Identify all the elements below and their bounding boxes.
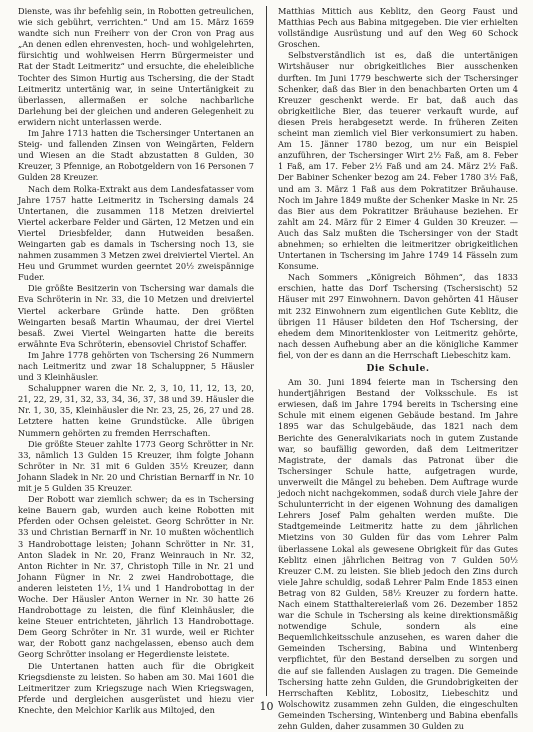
paragraph: Die Untertanen hatten auch für die Obrigkeit Kriegsdienste zu leisten. So haben am 30. Mai 1601 die Leitmeritzer zum Kriegszuge nach Wien Kriegswagen, Pferde und dergleichen ausgerüstet und hiezu vier Knechte, den Melchior Karlik aus Miltojed, den xyxy=(18,660,254,715)
paragraph: Der Robott war ziemlich schwer; da es in Tschersing keine Bauern gab, wurden auch keine Robotten mit Pferden oder Ochsen geleistet. Georg Schrötter in Nr. 33 und Christian Bernarff in Nr. 10 mußten wöchentlich 3 Handrobottage leisten; Johann Schrötter in Nr. 31, Anton Sladek in Nr. 20, Franz Weinrauch in Nr. 32, Anton Richter in Nr. 37, Christoph Tille in Nr. 21 und Johann Fügner in Nr. 2 zwei Handrobottage, die anderen leisteten 1½, 1¼ und 1 Handrobottag in der Woche. Der Häusler Anton Werner in Nr. 30 hatte 26 Handrobottage zu leisten, die fünf Kleinhäusler, die keine Steuer entrichteten, jährlich 13 Handrobottage. Dem Georg Schröter in Nr. 31 wurde, weil er Richter war, der Robott ganz nachgelassen, ebenso auch dem Georg Schrötter insolang er Hegerdienste leistete. xyxy=(18,494,254,660)
paragraph: Selbstverständlich ist es, daß die untertänigen Wirtshäuser nur obrigkeitliches Bier ausschenken durften. Im Juni 1779 beschwerte sich der Tschersinger Schenker, daß das Bier in den benachbarten Orten um 4 Kreuzer geschenkt werde. Er bat, daß auch das obrigkeitliche Bier, das teuerer verkauft wurde, auf diesen Preis herabgesetzt werde. In früheren Zeiten scheint man ziemlich viel Bier verkonsumiert zu haben. Am 15. Jänner 1780 bezog, um nur ein Beispiel anzuführen, der Tschersinger Wirt 2½ Faß, am 8. Feber 1 Faß, am 17. Feber 2½ Faß und am 24. März 2½ Faß. Der Babiner Schenker bezog am 24. Feber 1780 3½ Faß, und am 3. März 1 Faß aus dem Pokratitzer Bräuhause. Noch im Jahre 1849 mußte der Schenker Maske in Nr. 25 das Bier aus dem Pokratitzer Bräuhause beziehen. Er zahlt am 24. März für 2 Eimer 4 Gulden 30 Kreuzer. — Auch das Salz mußten die Tschersinger von der Stadt abnehmen; so erhielten die leitmeritzer obrigkeitlichen Untertanen in Tschersing im Jahre 1749 14 Fässeln zum Konsume. xyxy=(278,50,518,272)
section-heading: Die Schule. xyxy=(366,364,430,374)
paragraph: Schaluppner waren die Nr. 2, 3, 10, 11, 12, 13, 20, 21, 22, 29, 31, 32, 33, 34, 36, 37, 38 und 39. Häusler die Nr. 1, 30, 35, Kleinhäusler die Nr. 23, 25, 26, 27 und 28. Letztere hatten keine Grundstücke. Alle übrigen Nummern gehörten zu fremden Herrschaften. xyxy=(18,383,254,438)
paragraph: Die größte Besitzerin von Tschersing war damals die Eva Schröterin in Nr. 33, die 10 Metzen und dreiviertel Viertel ackerbare Gründe hatte. Den größten Weingarten besaß Martin Whaumau, der drei Viertel besaß. Zwei Viertel Weingarten hatte die bereits erwähnte Eva Schröterin, ebensoviel Christof Schaffer. xyxy=(18,283,254,349)
paragraph: Am 30. Juni 1894 feierte man in Tschersing den hundertjährigen Bestand der Volksschule. Es ist erwiesen, daß im Jahre 1794 bereits in Tschersing eine Schule mit einem eigenen Gebäude bestand. Im Jahre 1895 war das Schulgebäude, das 1821 nach dem Berichte des Generalvikariats noch in gutem Zustande war, so baufällig geworden, daß dem Leitmeritzer Magistrate, der damals das Patronat über die Tschersinger Schule hatte, aufgetragen wurde, unverweilt die Mängel zu beheben. Dem Auftrage wurde jedoch nicht nachgekommen, sodaß durch viele Jahre der Schulunterricht in der eigenen Wohnung des damaligen Lehrers Josef Palm gehalten werden mußte. Die Stadtgemeinde Leitmeritz hatte zu dem jährlichen Mietzins von 30 Gulden für das vom Lehrer Palm überlassene Lokal als gewesene Obrigkeit für das Gutes Keblitz einen jährlichen Beitrag von 7 Gulden 50½ Kreuzer C.M. zu leisten. Sie blieb jedoch den Zins durch viele Jahre schuldig, sodaß Lehrer Palm Ende 1853 einen Betrag von 82 Gulden, 58½ Kreuzer zu fordern hatte. Nach einem Statthaltereierlaß vom 26. Dezember 1852 war die Schule in Tschersing als keine direktionsmäßig notwendige Schule, sondern als eine Bequemlichkeitsschule anzusehen, es waren daher die Gemeinden Tschersing, Babina und Wintenberg verpflichtet, für den Bestand derselben zu sorgen und die auf sie fallenden Auslagen zu tragen. Die Gemeinde Tschersing hatte zehn Gulden, die Grundobrigkeiten der Herrschaften Keblitz, Lobositz, Liebeschitz und Wolschowitz zusammen zehn Gulden, die eingeschulten Gemeinden Tschersing, Wintenberg und Babina ebenfalls zehn Gulden, daher zusammen 30 Gulden zu xyxy=(278,377,518,731)
paragraph: Matthias Mittich aus Keblitz, den Georg Faust und Matthias Pech aus Babina mitgegeben. Die vier erhielten vollständige Ausrüstung und auf den Weg 60 Schock Groschen. xyxy=(278,6,518,50)
paragraph: Die größte Steuer zahlte 1773 Georg Schrötter in Nr. 33, nämlich 13 Gulden 15 Kreuzer, ihm folgte Johann Schröter in Nr. 31 mit 6 Gulden 35½ Kreuzer, dann Johann Sladek in Nr. 20 und Christian Bernarff in Nr. 10 mit je 5 Gulden 35 Kreuzer. xyxy=(18,438,254,494)
left-text-column xyxy=(18,6,254,716)
page-number: 10 xyxy=(259,700,274,713)
paragraph: Im Jahre 1713 hatten die Tschersinger Untertanen an Steig- und fallenden Zinsen von Weingärten, Feldern und Wiesen an die Stadt abzustatten 8 Gulden, 30 Kreuzer, 3 Pfennige, an Robotgeldern von 16 Personen 7 Gulden 28 Kreuzer. xyxy=(18,128,254,183)
right-text-column xyxy=(278,6,518,732)
paragraph: Nach dem Rolka-Extrakt aus dem Landesfatasser vom Jahre 1757 hatte Leitmeritz in Tschersing damals 24 Untertanen, die zusammen 118 Metzen dreiviertel Viertel ackerbare Felder und Gärten, 12 Metzen und ein Viertel Driesbfelder, dann Hutweiden besaßen. Weingarten gab es damals in Tschersing noch 13, sie nahmen zusammen 3 Metzen zwei dreiviertel Viertel. An Heu und Grummet wurden geerntet 20½ zweispännige Fuder. xyxy=(18,183,254,283)
paragraph: Im Jahre 1778 gehörten von Tschersing 26 Nummern nach Leitmeritz und zwar 18 Schaluppner, 5 Häusler und 3 Kleinhäusler. xyxy=(18,349,254,383)
paragraph: Nach Sommers „Königreich Böhmen“, das 1833 erschien, hatte das Dorf Tschersing (Tschersischt) 52 Häuser mit 297 Einwohnern. Davon gehörten 41 Häuser mit 232 Einwohnern zum eigentlichen Gute Keblitz, die übrigen 11 Häuser bildeten den Hof Tschersing, der ehedem dem Minoritenkloster von Leitmeritz gehörte, nach dessen Aufhebung aber an die königliche Kammer fiel, von der es dann an die Herrschaft Liebeschitz kam. xyxy=(278,272,518,360)
paragraph: Dienste, was ihr befehlig sein, in Robotten getreulichen, wie sich gebührt, verrichten.“ Und am 15. März 1659 wandte sich nun Freiherr von der Cron von Prag aus „An denen edlen ehrenvesten, hoch- und wohlgelehrten, fürsichtig und wohlweisen Herrn Bürgermeister und Rat der Stadt Leitmeritz“ und ersuchte, die eheleibliche Tochter des Simon Hurtig aus Tschersing, die der Stadt Leitmeritz untertänig war, in seine Untertänigkeit zu überlassen, allermaßen er solche nachbarliche Darlehung bei der gleichen und anderen Gelegenheit zu erwidern nicht unterlassen werde. xyxy=(18,6,254,127)
column-divider xyxy=(266,6,267,696)
